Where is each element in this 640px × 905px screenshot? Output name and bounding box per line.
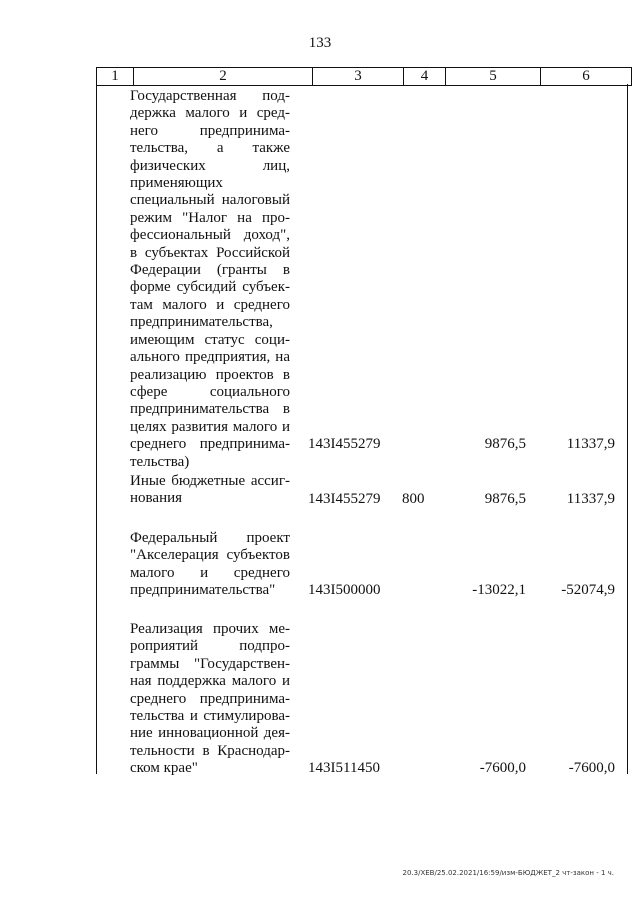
row-2-col5: 9876,5 bbox=[484, 491, 526, 507]
table-header bbox=[96, 67, 632, 86]
row-2-code: 143I455279 bbox=[308, 491, 381, 507]
table-left-border bbox=[96, 84, 97, 774]
page-number: 133 bbox=[308, 35, 332, 51]
header-col-1: 1 bbox=[97, 68, 134, 86]
row-1-name: Государственная поддержка малого и среднего предпринимательства, а также физических лиц, применяющих специальный налоговый режим "Налог на профессиональный доход", в субъектах Российской Федерации (гранты в форме субсидий субъектам малого и среднего предпринимательства, имеющим статус социального предприятия, на реализацию проектов в сфере социального предпринимательства в целях развития малого и среднего предпринимательства) bbox=[130, 88, 290, 470]
row-2-col6: 11337,9 bbox=[566, 491, 615, 507]
header-col-3: 3 bbox=[313, 68, 404, 86]
row-4-col6: -7600,0 bbox=[568, 760, 615, 776]
row-3-col5: -13022,1 bbox=[472, 582, 526, 598]
row-2-name: Иные бюджетные ассигнования bbox=[130, 473, 290, 507]
row-4-name: Реализация прочих мероприятий подпрограммы "Государственная поддержка малого и среднего предпринимательства и стимулирование инновационной деятельности в Краснодарском крае" bbox=[130, 621, 290, 777]
row-1-col5: 9876,5 bbox=[484, 436, 526, 452]
row-4-code: 143I511450 bbox=[308, 760, 380, 776]
row-2-vr: 800 bbox=[402, 491, 425, 507]
row-1-code: 143I455279 bbox=[308, 436, 381, 452]
table-right-border bbox=[627, 84, 628, 774]
row-4-col5: -7600,0 bbox=[479, 760, 526, 776]
row-3-col6: -52074,9 bbox=[561, 582, 615, 598]
row-1-col6: 11337,9 bbox=[566, 436, 615, 452]
header-col-4: 4 bbox=[404, 68, 446, 86]
header-col-5: 5 bbox=[446, 68, 541, 86]
header-col-6: 6 bbox=[541, 68, 632, 86]
document-footer-stamp: 20.3/ХЕВ/25.02.2021/16:59/изм-БЮДЖЕТ_2 чт-закон - 1 ч. bbox=[402, 869, 614, 877]
header-col-2: 2 bbox=[134, 68, 313, 86]
row-3-code: 143I500000 bbox=[308, 582, 381, 598]
row-3-name: Федеральный проект "Акселерация субъектов малого и среднего предпринимательства" bbox=[130, 530, 290, 599]
